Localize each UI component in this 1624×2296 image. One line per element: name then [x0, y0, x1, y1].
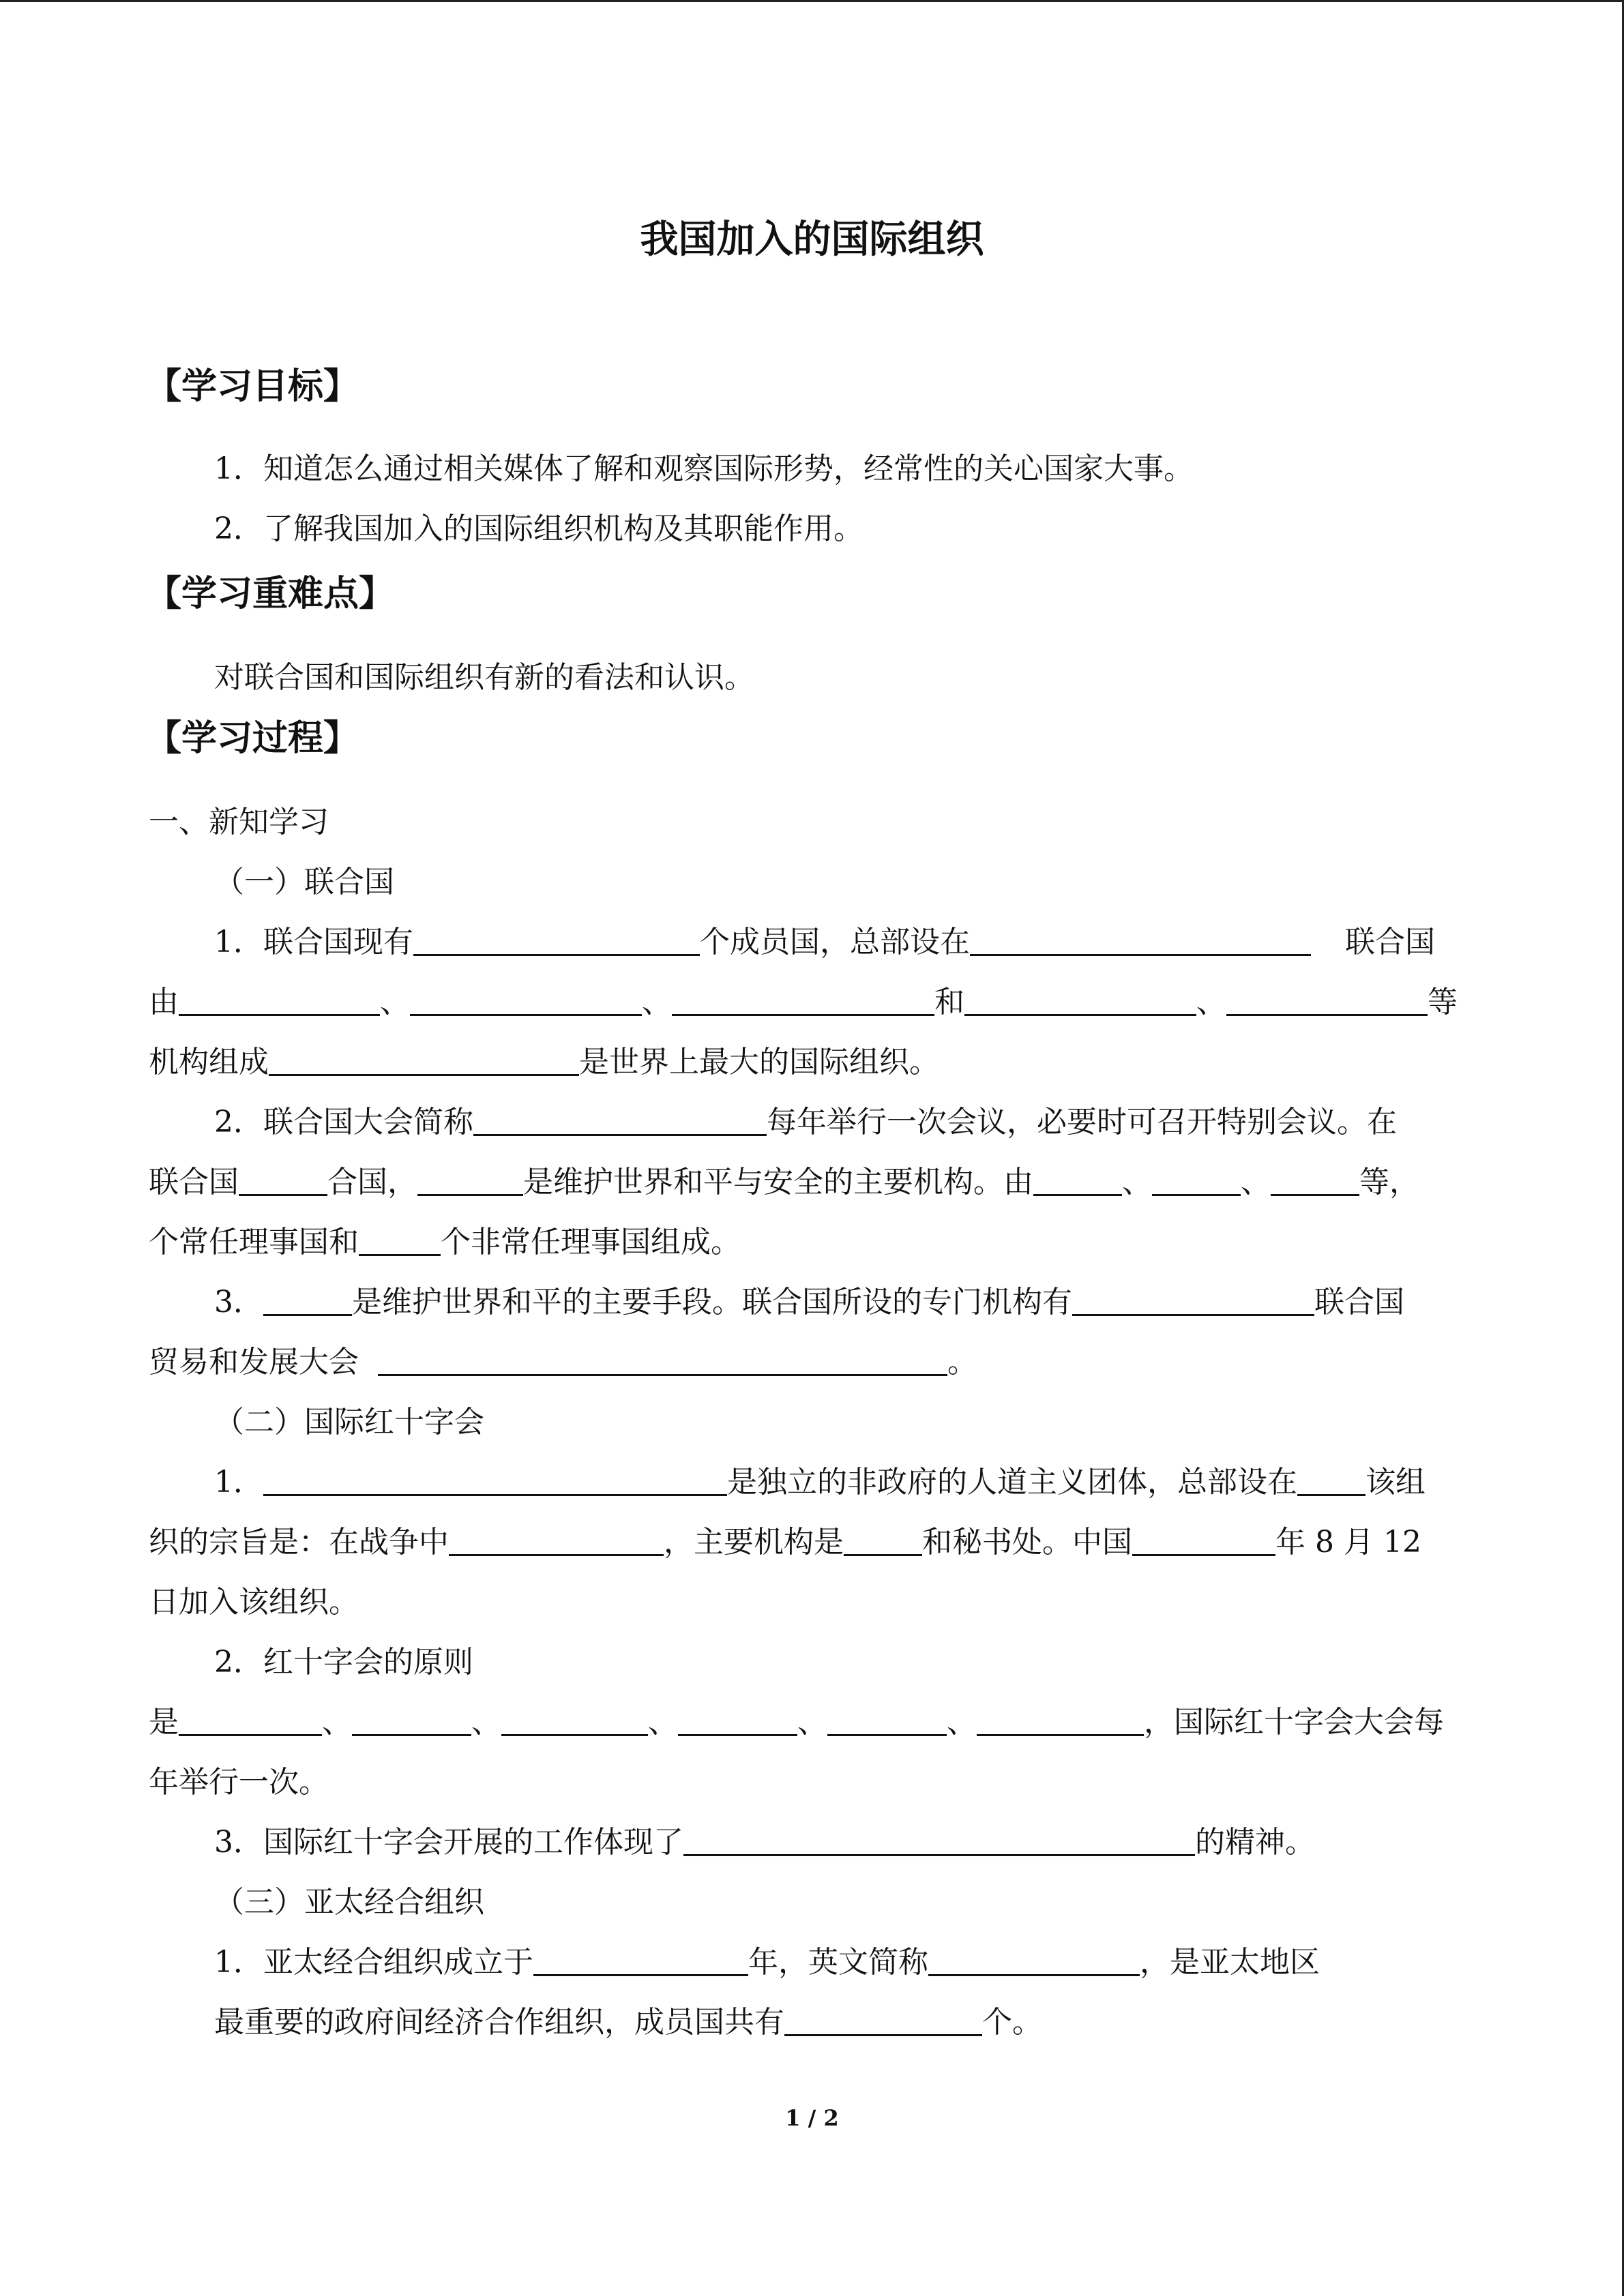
section-process: 【学习过程】: [146, 718, 359, 759]
un-q3-line1: 3． 是维护世界和平的主要手段。联合国所设的专门机构有 联合国: [214, 1285, 1404, 1320]
blank[interactable]: [1226, 984, 1428, 1016]
key-point-text: 对联合国和国际组织有新的看法和认识。: [214, 660, 754, 695]
redcross-q1-line2: 织的宗旨是：在战争中 ，主要机构是 和秘书处。中国 年 8 月 12: [149, 1525, 1421, 1560]
blank[interactable]: [672, 984, 934, 1016]
un-q1-line2: 由 、 、 和 、 等: [149, 985, 1458, 1019]
un-q3-line2: 贸易和发展大会 。: [149, 1345, 977, 1380]
section-objectives: 【学习目标】: [146, 366, 359, 407]
blank[interactable]: [1271, 1164, 1359, 1196]
part-one-heading: 一、新知学习: [149, 805, 329, 839]
objective-2: 2．了解我国加入的国际组织机构及其职能作用。: [214, 511, 863, 546]
blank[interactable]: [378, 1344, 947, 1376]
blank[interactable]: [1132, 1524, 1275, 1556]
blank[interactable]: [683, 1824, 1195, 1856]
un-q2-line3: 个常任理事国和 个非常任理事国组成。: [149, 1225, 741, 1259]
redcross-q2-line2: 是 、 、 、 、 、 ，国际红十字会大会每: [149, 1705, 1444, 1740]
blank[interactable]: [844, 1524, 922, 1556]
apec-q1-line1: 1．亚太经合组织成立于 年，英文简称 ，是亚太地区: [214, 1945, 1320, 1980]
blank[interactable]: [501, 1704, 648, 1736]
blank[interactable]: [417, 1164, 523, 1196]
un-q2-line2: 联合国 合国， 是维护世界和平与安全的主要机构。由 、 、 等，: [149, 1165, 1419, 1199]
un-heading: （一）联合国: [214, 865, 394, 899]
redcross-q2-line1: 2．红十字会的原则: [214, 1645, 473, 1680]
redcross-heading: （二）国际红十字会: [214, 1405, 484, 1440]
objective-1: 1．知道怎么通过相关媒体了解和观察国际形势，经常性的关心国家大事。: [214, 451, 1194, 486]
blank[interactable]: [964, 984, 1196, 1016]
section-key-points: 【学习重难点】: [146, 573, 395, 614]
blank[interactable]: [678, 1704, 797, 1736]
blank[interactable]: [1152, 1164, 1241, 1196]
apec-q1-line2: 最重要的政府间经济合作组织，成员国共有 个。: [214, 2005, 1042, 2040]
blank[interactable]: [827, 1704, 947, 1736]
blank[interactable]: [263, 1464, 727, 1496]
blank[interactable]: [179, 984, 380, 1016]
blank[interactable]: [239, 1164, 327, 1196]
blank[interactable]: [784, 2004, 982, 2036]
blank[interactable]: [473, 1104, 767, 1136]
apec-heading: （三）亚太经合组织: [214, 1885, 484, 1920]
blank[interactable]: [410, 984, 642, 1016]
un-q2-line1: 2．联合国大会简称 每年举行一次会议，必要时可召开特别会议。在: [214, 1105, 1397, 1139]
blank[interactable]: [977, 1704, 1144, 1736]
blank[interactable]: [263, 1284, 352, 1316]
page-title: 我国加入的国际组织: [640, 218, 984, 262]
blank[interactable]: [970, 924, 1311, 956]
blank[interactable]: [1297, 1464, 1365, 1496]
un-q1-line3: 机构组成 是世界上最大的国际组织。: [149, 1045, 939, 1079]
page-number: 1 / 2: [785, 2105, 839, 2131]
blank[interactable]: [533, 1944, 748, 1976]
blank[interactable]: [1033, 1164, 1122, 1196]
blank[interactable]: [359, 1224, 441, 1256]
un-q1-line1: 1．联合国现有 个成员国，总部设在 联合国: [214, 925, 1435, 959]
page-border-top: [0, 0, 1624, 2]
blank[interactable]: [449, 1524, 664, 1556]
blank[interactable]: [269, 1044, 579, 1076]
blank[interactable]: [928, 1944, 1140, 1976]
blank[interactable]: [352, 1704, 471, 1736]
blank[interactable]: [179, 1704, 322, 1736]
redcross-q3-line1: 3．国际红十字会开展的工作体现了 的精神。: [214, 1825, 1315, 1860]
redcross-q1-line3: 日加入该组织。: [149, 1585, 359, 1620]
redcross-q1-line1: 1． 是独立的非政府的人道主义团体，总部设在 该组: [214, 1465, 1426, 1500]
redcross-q2-line3: 年举行一次。: [149, 1765, 329, 1800]
blank[interactable]: [1072, 1284, 1314, 1316]
blank[interactable]: [413, 924, 700, 956]
